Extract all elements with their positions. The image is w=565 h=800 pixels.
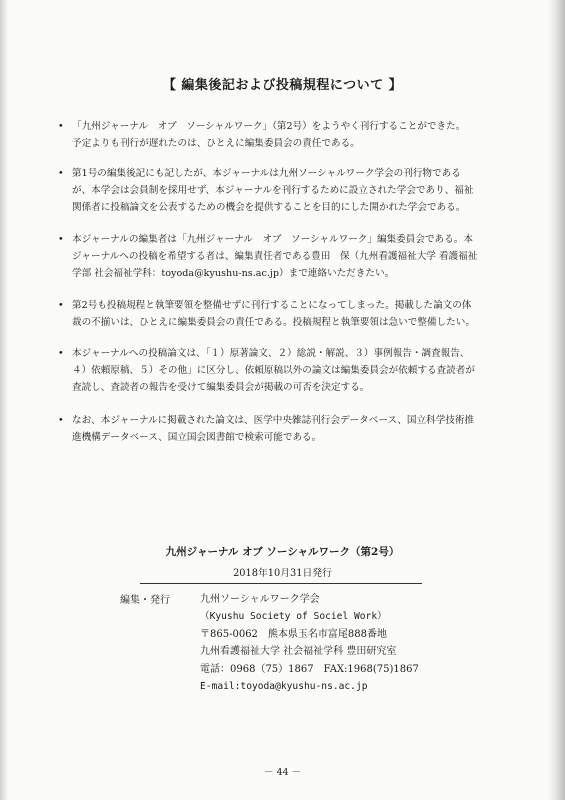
note-line: 進機構データベース、国立国会図書館で検索可能である。 xyxy=(72,432,322,443)
note-item xyxy=(58,297,475,331)
note-line: ４）依頼原稿、５）その他」に区分し、依頼原稿以外の論文は編集委員会が依頼する査読者が xyxy=(72,365,475,376)
note-line: なお、本ジャーナルに掲載された論文は、医学中央雑誌刊行会データベース、国立科学技術推 xyxy=(72,415,475,426)
note-line: 「九州ジャーナル オブ ソーシャルワーク」（第2号）をようやく刊行することができた。 xyxy=(72,121,466,132)
note-line: 第2号も投稿規程と執筆要領を整備せずに刊行することになってしまった。掲載した論文の体 xyxy=(72,300,472,311)
bullet-icon: • xyxy=(58,415,64,426)
note-item xyxy=(58,412,474,446)
colophon-divider xyxy=(140,583,422,584)
email-address: E-mail:toyoda@kyushu-ns.ac.jp xyxy=(200,681,368,693)
publisher-name: 九州ソーシャルワーク学会 xyxy=(200,594,320,605)
note-line: 第1号の編集後記にも記したが、本ジャーナルは九州ソーシャルワーク学会の刊行物である xyxy=(72,168,461,179)
note-item xyxy=(58,118,465,152)
phone-fax: 電話：0968（75）1867 FAX:1968(75)1867 xyxy=(200,663,419,675)
note-line: 本ジャーナルの編集者は「九州ジャーナル オブ ソーシャルワーク」編集委員会である。本 xyxy=(72,234,473,245)
bullet-icon: • xyxy=(58,168,64,179)
note-line: 本ジャーナルへの投稿論文は、「１）原著論文、２）総説・解説、３）事例報告・調査報告、 xyxy=(72,348,470,359)
note-item xyxy=(58,231,477,282)
bullet-icon: • xyxy=(58,348,64,359)
note-line: 関係者に投稿論文を公表するための機会を提供することを目的にした開かれた学会である。 xyxy=(72,202,466,213)
page-right-shadow xyxy=(547,0,565,800)
page-left-shadow xyxy=(0,0,8,800)
page-number: － 44 － xyxy=(263,767,302,778)
note-line: 予定よりも刊行が遅れたのは、ひとえに編集委員会の責任である。 xyxy=(72,138,360,149)
note-line: が、本学会は会員制を採用せず、本ジャーナルを刊行するために設立された学会であり、福祉 xyxy=(72,185,474,196)
bullet-icon: • xyxy=(58,121,64,132)
note-item xyxy=(58,345,475,396)
office-address: 九州看護福祉大学 社会福祉学科 豊田研究室 xyxy=(200,646,397,658)
section-heading: 【 編集後記および投稿規程について 】 xyxy=(162,78,403,93)
note-line: 裁の不揃いは、ひとえに編集委員会の責任である。投稿規程と執筆要領は急いで整備したい。 xyxy=(72,317,475,328)
bullet-icon: • xyxy=(58,300,64,311)
colophon-title: 九州ジャーナル オブ ソーシャルワーク（第2号） xyxy=(165,546,400,558)
note-line: 査読し、査読者の報告を受けて編集委員会が掲載の可否を決定する。 xyxy=(72,382,370,393)
publication-date: 2018年10月31日発行 xyxy=(233,568,332,579)
postal-address: 〒865-0062 熊本県玉名市富尾888番地 xyxy=(200,628,388,640)
note-item xyxy=(58,165,474,216)
publisher-block xyxy=(200,591,419,695)
note-line: ジャーナルへの投稿を希望する者は、編集責任者である豊田 保（九州看護福祉大学 看護福祉 xyxy=(72,251,478,262)
publisher-label: 編集・発行 xyxy=(120,595,170,606)
publisher-name-en: （Kyushu Society of Sociel Work） xyxy=(200,611,387,623)
bullet-icon: • xyxy=(58,234,64,245)
note-line: 学部 社会福祉学科：toyoda@kyushu-ns.ac.jp）まで連絡いただきたい。 xyxy=(72,268,395,279)
